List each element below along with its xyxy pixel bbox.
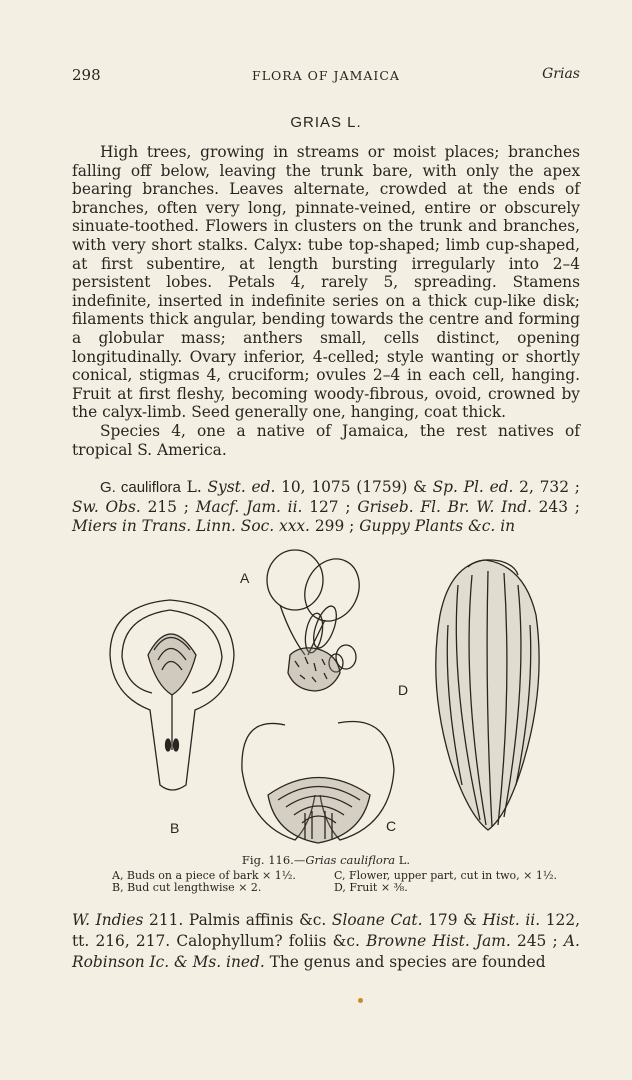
cont-text-5: The genus and species are founded: [269, 953, 546, 971]
fig-label-a: A: [240, 570, 250, 586]
fig-label-c: C: [386, 818, 397, 834]
synonymy-paragraph: [72, 478, 580, 535]
species-note: [72, 422, 580, 459]
cont-text-2: 179 &: [428, 911, 477, 929]
legend-b: B, Bud cut lengthwise × 2.: [112, 881, 262, 894]
cont-text-3: 122, tt. 216, 217. Calophyllum? foliis &c.: [72, 911, 581, 950]
illustration-d-fruit: [436, 560, 539, 830]
species-name: G. cauliflora: [100, 479, 181, 496]
cont-w-indies: W. Indies: [72, 911, 144, 929]
legend-c: C, Flower, upper part, cut in two, × 1½.: [334, 869, 558, 882]
cont-text-4: 245 ;: [516, 932, 558, 950]
ref-miers: Miers in Trans. Linn. Soc. xxx.: [72, 516, 310, 535]
legend-d: D, Fruit × ⅜.: [334, 881, 408, 894]
caption-species: Grias cauliflora: [305, 853, 396, 867]
genus-description: [72, 143, 580, 422]
ref-syst: Syst. ed.: [207, 478, 276, 496]
cont-hist: Hist. ii.: [482, 911, 541, 929]
cont-text-1: 211. Palmis affinis &c.: [149, 911, 327, 929]
page-number: 298: [72, 66, 101, 84]
genus-title: GRIAS L.: [290, 114, 362, 131]
running-title: FLORA OF JAMAICA: [252, 68, 400, 83]
continuation-paragraph: [72, 910, 580, 973]
cont-browne: Browne Hist. Jam.: [366, 932, 511, 950]
page-header: [72, 66, 580, 88]
illustration-a-buds: [267, 550, 369, 691]
ref-griseb: Griseb. Fl. Br. W. Ind.: [357, 497, 532, 516]
ref-sw-obs-tail: 215 ;: [147, 497, 189, 516]
ref-macf: Macf. Jam. ii.: [195, 497, 303, 516]
figure-116: [100, 545, 560, 845]
ref-sp-pl-tail: 2, 732 ;: [519, 478, 580, 496]
ref-sw-obs: Sw. Obs.: [72, 497, 141, 516]
caption-prefix: Fig. 116.—: [241, 853, 306, 867]
fig-label-d: D: [398, 682, 409, 698]
figure-caption: [72, 853, 580, 867]
legend-a: A, Buds on a piece of bark × 1½.: [112, 869, 296, 882]
caption-author: L.: [398, 853, 411, 867]
running-genus: Grias: [542, 66, 580, 82]
ref-syst-tail: 10, 1075 (1759) &: [281, 478, 427, 496]
ref-macf-tail: 127 ;: [309, 497, 351, 516]
illustration-b-bud-section: [110, 600, 234, 790]
ref-guppy: Guppy Plants &c. in: [359, 516, 516, 535]
ref-griseb-tail: 243 ;: [538, 497, 580, 516]
cont-sloane: Sloane Cat.: [331, 911, 423, 929]
fig-label-b: B: [170, 820, 180, 836]
species-author: L.: [186, 478, 202, 496]
species-count-paragraph: Species 4, one a native of Jamaica, the rest natives of tropical S. America.: [72, 422, 580, 459]
botanical-illustration: [100, 545, 560, 845]
ref-sp-pl: Sp. Pl. ed.: [432, 478, 514, 496]
illustration-c-flower-section: [242, 722, 397, 843]
description-paragraph: High trees, growing in streams or moist places; branches falling off below, leaving the trunk bare, with only the apex bearing branches. Leaves alternate, crowded at the ends of branches, often very long, pinnate-veined, entire or obscurely sinuate-toothed. Flowers in clusters on the trunk and branches, with very short stalks. Calyx: tube top-shaped; limb cup-shaped, at first subentire, at length bursting irregularly into 2–4 persistent lobes. Petals 4, rarely 5, spreading. Stamens indefinite, inserted in indefinite series on a thick cup-like disk; filaments thick angular, bending towards the centre and forming a globular mass; anthers small, cells distinct, opening longitudinally. Ovary inferior, 4-celled; style wanting or shortly conical, stigmas 4, cruciform; ovules 2–4 in each cell, hanging. Fruit at first fleshy, becoming woody-fibrous, ovoid, crowned by the calyx-limb. Seed generally one, hanging, coat thick.: [72, 143, 580, 422]
ref-miers-tail: 299 ;: [314, 516, 355, 535]
ink-spot: [358, 998, 363, 1003]
cont-robinson: A. Robinson Ic. & Ms. ined.: [72, 932, 580, 971]
